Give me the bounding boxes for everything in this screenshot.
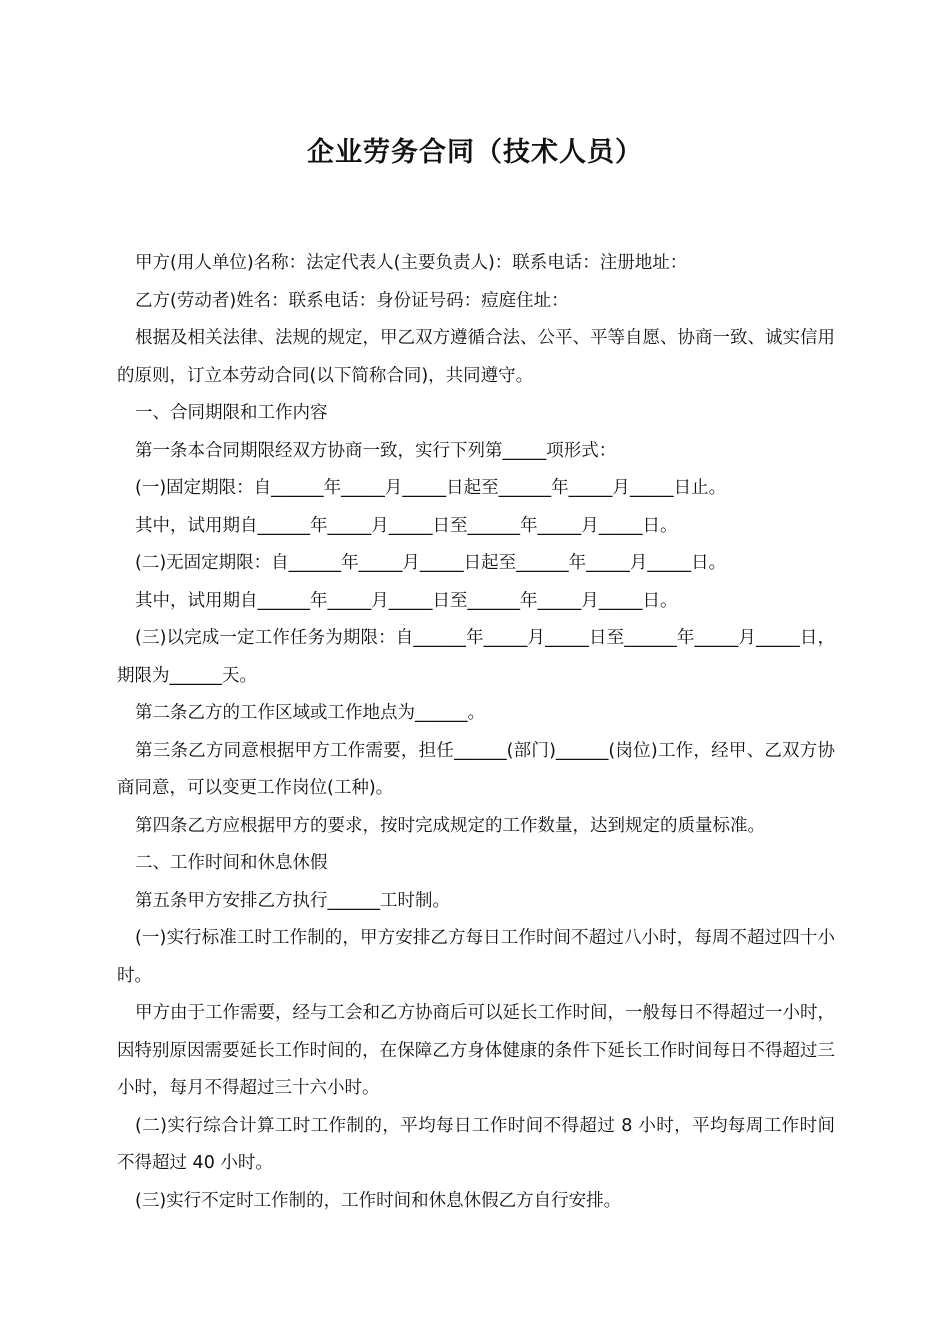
paragraph-article-5: 第五条甲方安排乙方执行______工时制。	[135, 890, 450, 911]
paragraph-article-4: 第四条乙方应根据甲方的要求，按时完成规定的工作数量，达到规定的质量标准。	[135, 815, 765, 836]
section-heading-1: 一、合同期限和工作内容	[135, 403, 328, 423]
paragraph-task-term: (三)以完成一定工作任务为期限：自______年_____月_____日至______年_____月_____日，期限为______天。	[117, 628, 835, 686]
paragraph-party-b: 乙方(劳动者)姓名：联系电话：身份证号码：痘庭住址：	[135, 290, 569, 311]
paragraph-comprehensive-hours: (二)实行综合计算工时工作制的，平均每日工作时间不得超过 8 小时，平均每周工作时间不得超过 40 小时。	[117, 1115, 835, 1173]
paragraph-preamble: 根据及相关法律、法规的规定，甲乙双方遵循合法、公平、平等自愿、协商一致、诚实信用的原则，订立本劳动合同(以下简称合同)，共同遵守。	[117, 328, 835, 386]
paragraph-probation-1: 其中，试用期自______年_____月_____日至______年_____月_____日。	[135, 515, 678, 536]
paragraph-article-2: 第二条乙方的工作区域或工作地点为______。	[135, 703, 485, 723]
paragraph-party-a: 甲方(用人单位)名称：法定代表人(主要负责人)：联系电话：注册地址：	[135, 253, 688, 273]
paragraph-open-term: (二)无固定期限：自______年_____月_____日起至______年_____月_____日。	[135, 553, 727, 573]
paragraph-overtime: 甲方由于工作需要，经与工会和乙方协商后可以延长工作时间，一般每日不得超过一小时，因特别原因需要延长工作时间的，在保障乙方身体健康的条件下延长工作时间每日不得超过三小时，每月不得超过三十六小时。	[117, 1003, 835, 1098]
document-body	[117, 245, 835, 1220]
paragraph-flexible-hours: (三)实行不定时工作制的，工作时间和休息休假乙方自行安排。	[135, 1190, 622, 1211]
paragraph-fixed-term: (一)固定期限：自______年_____月_____日起至______年_____月_____日止。	[135, 478, 727, 498]
paragraph-article-1: 第一条本合同期限经双方协商一致，实行下列第_____项形式：	[135, 440, 617, 461]
paragraph-probation-2: 其中，试用期自______年_____月_____日至______年_____月_____日。	[135, 590, 678, 611]
section-heading-2: 二、工作时间和休息休假	[135, 853, 328, 873]
document-title: 企业劳务合同（技术人员）	[307, 137, 643, 168]
paragraph-standard-hours: (一)实行标准工时工作制的，甲方安排乙方每日工作时间不超过八小时，每周不超过四十小时。	[117, 928, 835, 986]
paragraph-article-3: 第三条乙方同意根据甲方工作需要，担任______(部门)______(岗位)工作，经甲、乙双方协商同意，可以变更工作岗位(工种)。	[117, 740, 835, 798]
